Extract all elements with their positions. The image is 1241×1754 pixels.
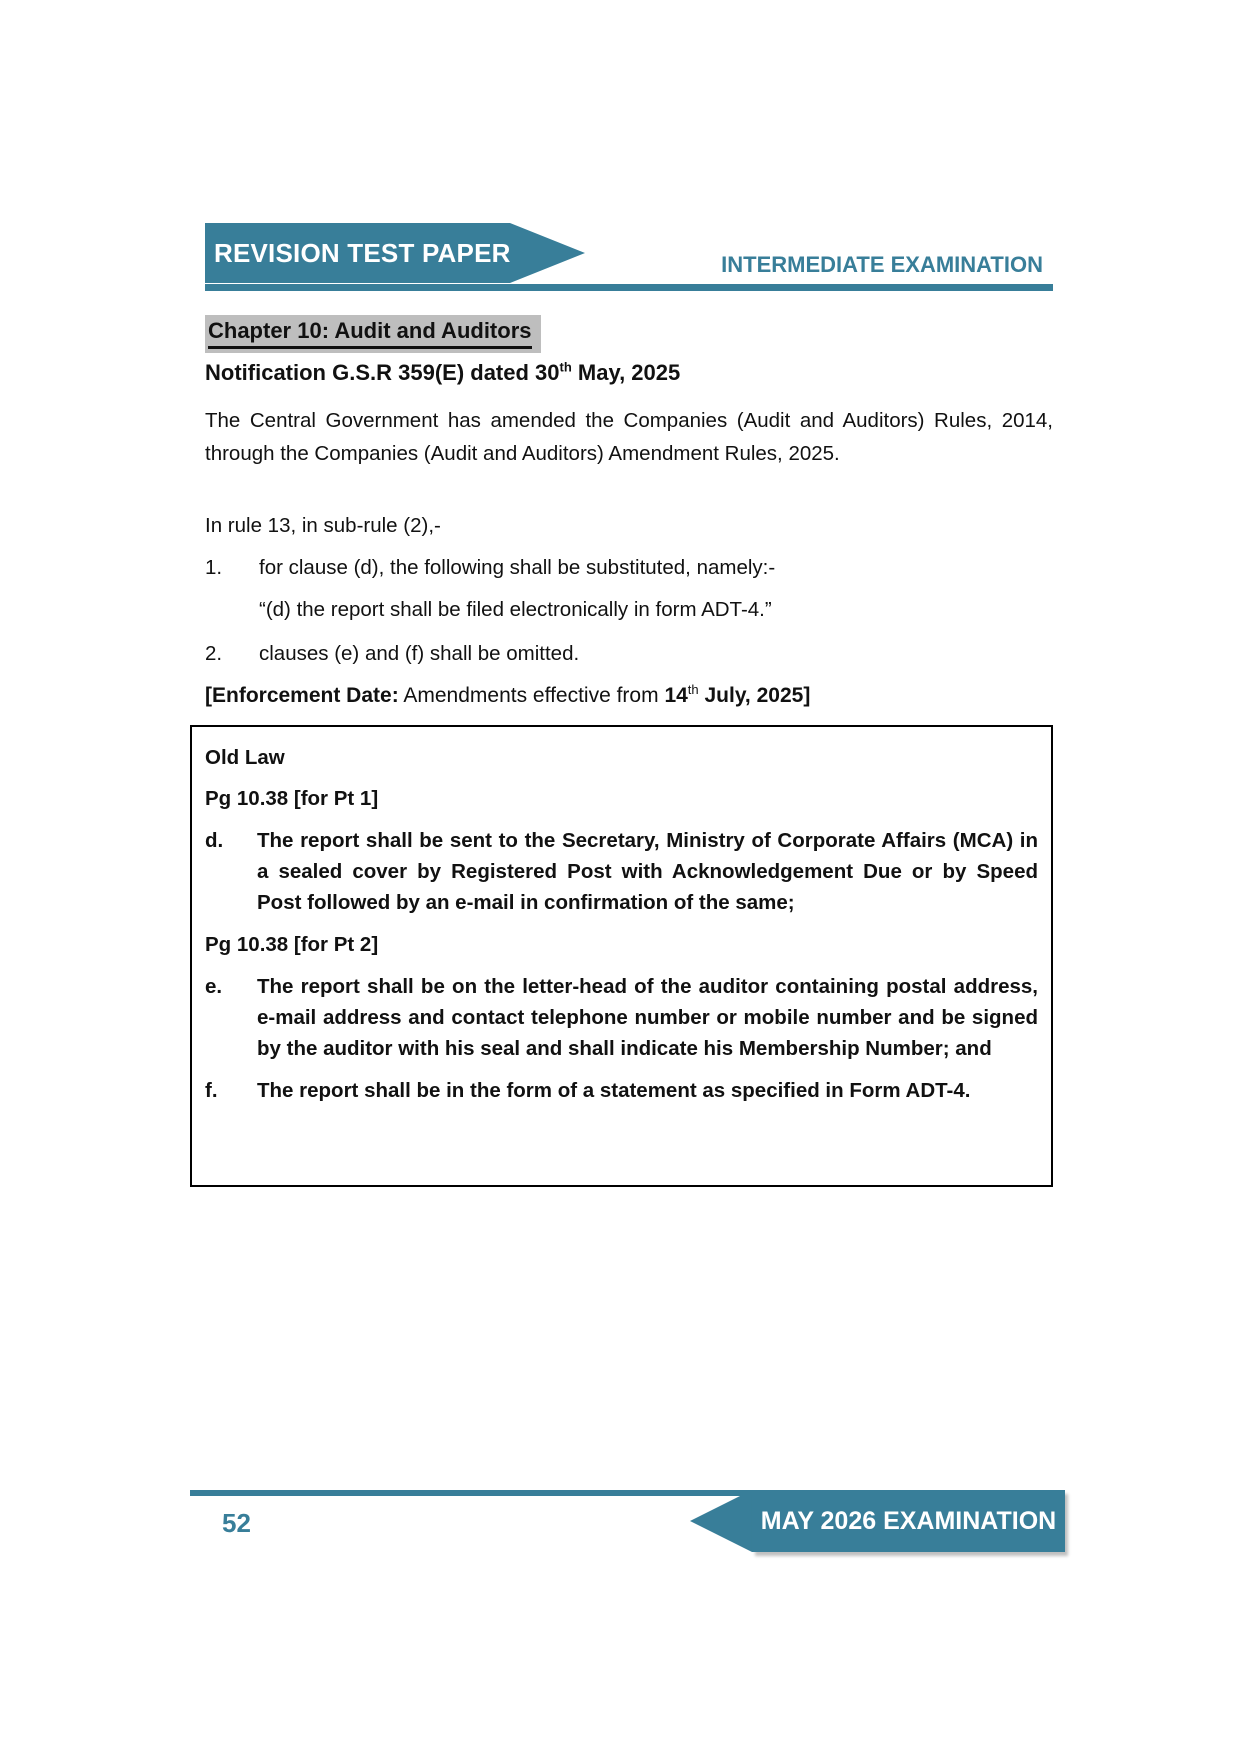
list-item-2-number: 2. <box>205 642 223 665</box>
list-item-quote-number <box>205 593 259 626</box>
chapter-heading-text: Chapter 10: Audit and Auditors <box>208 318 532 349</box>
enforcement-ordinal-sup: th <box>687 682 699 697</box>
paragraph-amendment: The Central Government has amended the Companies (Audit and Auditors) Rules, 2014, through the Companies (Audit and Auditors) Amendment Rules, 2025. <box>205 409 1053 465</box>
notification-heading <box>205 360 680 386</box>
notification-ordinal-sup: th <box>559 359 572 375</box>
header-exam-label: INTERMEDIATE EXAMINATION <box>721 252 1043 277</box>
old-law-item-d <box>205 825 1038 918</box>
enforcement-label: [Enforcement Date: <box>205 684 399 707</box>
old-law-item-e-text: The report shall be on the letter-head of the auditor containing postal address, e-mail address and contact telephone number or mobile number and be signed by the auditor with his seal and shall indicate his Membership Number; and <box>257 975 1038 1060</box>
old-law-item-d-label: d. <box>205 829 224 852</box>
old-law-item-e-label: e. <box>205 975 223 998</box>
enforcement-line <box>205 679 1053 712</box>
header-rule-line <box>205 284 1053 291</box>
old-law-section-1-heading: Pg 10.38 [for Pt 1] <box>205 787 379 810</box>
list-item-quote-text: “(d) the report shall be filed electronically in form ADT-4.” <box>259 598 772 621</box>
footer-banner <box>690 1490 1065 1552</box>
old-law-item-f-text: The report shall be in the form of a statement as specified in Form ADT-4. <box>257 1079 971 1102</box>
old-law-item-e <box>205 971 1038 1064</box>
old-law-item-d-text: The report shall be sent to the Secretary, Ministry of Corporate Affairs (MCA) in a sealed cover by Registered Post with Acknowledgement Due or by Speed Post followed by an e-mail in confirmation of the same; <box>257 829 1038 914</box>
old-law-section-2-heading: Pg 10.38 [for Pt 2] <box>205 933 379 956</box>
page-number: 52 <box>222 1508 251 1538</box>
header-banner-label: REVISION TEST PAPERS <box>205 223 510 283</box>
list-item-1-number: 1. <box>205 556 223 579</box>
old-law-item-f-label: f. <box>205 1079 218 1102</box>
old-law-title: Old Law <box>205 746 285 769</box>
list-item-1-text: for clause (d), the following shall be substituted, namely:- <box>259 556 776 579</box>
list-item-2 <box>205 637 1053 670</box>
list-item-2-text: clauses (e) and (f) shall be omitted. <box>259 642 580 665</box>
footer-banner-label: MAY 2026 EXAMINATION <box>752 1490 1065 1552</box>
enforcement-middle: Amendments effective from <box>398 684 665 707</box>
old-law-item-f <box>205 1075 1038 1106</box>
notification-heading-post: May, 2025 <box>571 360 681 385</box>
list-item-1 <box>205 551 1053 584</box>
paragraph-rule13: In rule 13, in sub-rule (2),- <box>205 514 441 537</box>
chapter-heading <box>205 315 541 353</box>
old-law-box <box>190 725 1053 1187</box>
enforcement-date-post: July, 2025] <box>698 684 811 707</box>
chapter-heading-highlight <box>205 315 541 353</box>
footer-banner-arrow-left-icon <box>690 1490 752 1552</box>
list-item-quote <box>205 593 1053 626</box>
notification-heading-pre: Notification G.S.R 359(E) dated 30 <box>205 360 560 385</box>
enforcement-date-pre: 14 <box>664 684 688 707</box>
